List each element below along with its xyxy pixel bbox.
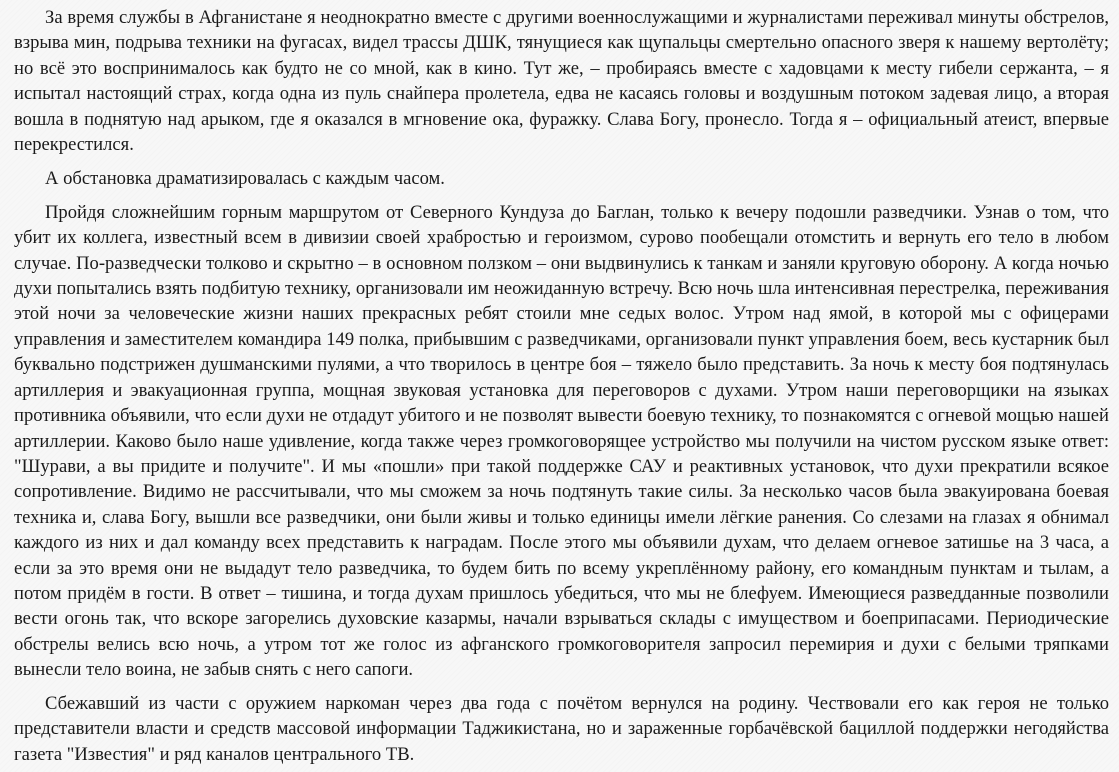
paragraph-1: За время службы в Афганистане я неоднократно вместе с другими военнослужащими и журналистами переживал минуты обстрелов, взрыва мин, подрыва техники на фугасах, видел трассы ДШК, тянущиеся как щупальцы смертельно опасного зверя к нашему вертолёту; но всё это воспринималось как будто не со мной, как в кино. Тут же, – пробираясь вместе с хадовцами к месту гибели сержанта, – я испытал настоящий страх, когда одна из пуль снайпера пролетела, едва не касаясь головы и воздушным потоком задевая лицо, а вторая вошла в поднятую над арыком, где я оказался в мгновение ока, фуражку. Слава Богу, пронесло. Тогда я – официальный атеист, впервые перекрестился. [14,7,1109,156]
paragraph-4: Сбежавший из части с оружием наркоман через два года с почётом вернулся на родину. Чествовали его как героя не только представители власти и средств массовой информации Таджикистана, но и зараженные горбачёвской бациллой поддержки негодяйства газета "Известия" и ряд каналов центрального ТВ. [14,693,1109,765]
paragraph-2: А обстановка драматизировалась с каждым часом. [45,167,445,189]
paragraph-3: Пройдя сложнейшим горным маршрутом от Северного Кундуза до Баглан, только к вечеру подошли разведчики. Узнав о том, что убит их коллега, известный всем в дивизии своей храбростью и героизмом, сурово пообещали отомстить и вернуть его тело в любом случае. По-разведчески толково и скрытно – в основном ползком – они выдвинулись к танкам и заняли круговую оборону. А когда ночью духи попытались взять подбитую технику, организовали им неожиданную встречу. Всю ночь шла интенсивная перестрелка, переживания этой ночи за человеческие жизни наших прекрасных ребят стоили мне седых волос. Утром над ямой, в которой мы с офицерами управления и заместителем командира 149 полка, прибывшим с разведчиками, организовали пункт управления боем, весь кустарник был буквально подстрижен душманскими пулями, а что творилось в центре боя – тяжело было представить. За ночь к месту боя подтянулась артиллерия и эвакуационная группа, мощная звуковая установка для переговоров с духами. Утром наши переговорщики на языках противника объявили, что если духи не отдадут убитого и не позволят вывести боевую технику, то познакомятся с огневой мощью нашей артиллерии. Каково было наше удивление, когда также через громкоговорящее устройство мы получили на чистом русском языке ответ: "Шурави, а вы придите и получите". И мы «пошли» при такой поддержке САУ и реактивных установок, что духи прекратили всякое сопротивление. Видимо не рассчитывали, что мы сможем за ночь подтянуть такие силы. За несколько часов была эвакуирована боевая техника и, слава Богу, вышли все разведчики, они были живы и только единицы имели лёгкие ранения. Со слезами на глазах я обнимал каждого из них и дал команду всех представить к наградам. После этого мы объявили духам, что делаем огневое затишье на 3 часа, а если за это время они не выдадут тело разведчика, то будем бить по всему укреплённому району, его командным пунктам и тылам, а потом придём в гости. В ответ – тишина, и тогда духам пришлось убедиться, что мы не блефуем. Имеющиеся разведданные позволили вести огонь так, что вскоре загорелись духовские казармы, начали взрываться склады с имуществом и боеприпасами. Периодические обстрелы велись всю ночь, а утром тот же голос из афганского громкоговорителя запросил перемирия и духи с белыми тряпками вынесли тело воина, не забыв снять с него сапоги. [14,201,1109,681]
